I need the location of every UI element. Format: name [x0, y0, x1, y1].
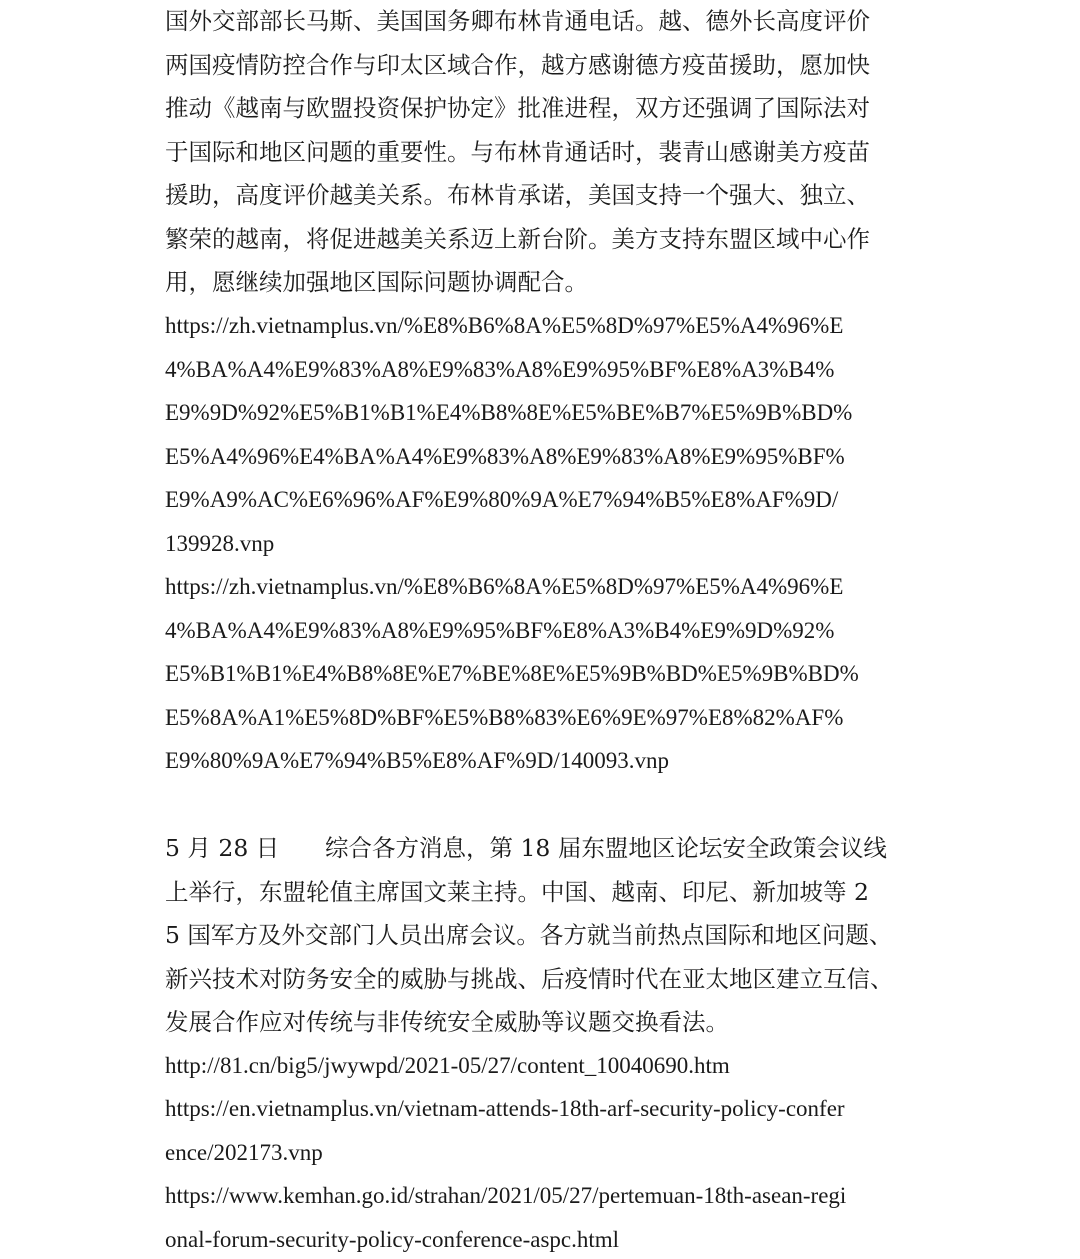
paragraph-line: 援助，高度评价越美关系。布林肯承诺，美国支持一个强大、独立、 [165, 181, 870, 209]
source-url-line: 4%BA%A4%E9%83%A8%E9%95%BF%E8%A3%B4%E9%9D%92% [165, 618, 835, 643]
source-url-line: https://en.vietnamplus.vn/vietnam-attends-18th-arf-security-policy-confer [165, 1096, 845, 1121]
paragraph-line: 推动《越南与欧盟投资保护协定》批准进程，双方还强调了国际法对 [165, 94, 870, 122]
entry-date: 5 月 28 日 [165, 834, 280, 862]
paragraph-line: 用，愿继续加强地区国际问题协调配合。 [165, 268, 588, 296]
source-url-line: https://www.kemhan.go.id/strahan/2021/05/27/pertemuan-18th-asean-regi [165, 1183, 847, 1208]
source-url-line: 139928.vnp [165, 531, 275, 556]
source-url-line: 4%BA%A4%E9%83%A8%E9%83%A8%E9%95%BF%E8%A3%B4% [165, 357, 835, 382]
source-url-line: E5%B1%B1%E4%B8%8E%E7%BE%8E%E5%9B%BD%E5%9B%BD% [165, 661, 859, 686]
paragraph-line: 5 国军方及外交部门人员出席会议。各方就当前热点国际和地区问题、 [165, 921, 893, 949]
paragraph-line: 发展合作应对传统与非传统安全威胁等议题交换看法。 [165, 1008, 729, 1036]
paragraph-line: 两国疫情防控合作与印太区域合作，越方感谢德方疫苗援助，愿加快 [165, 51, 870, 79]
source-url-line: onal-forum-security-policy-conference-aspc.html [165, 1227, 620, 1252]
source-url-line: http://81.cn/big5/jwywpd/2021-05/27/content_10040690.htm [165, 1053, 730, 1078]
source-url-line: https://zh.vietnamplus.vn/%E8%B6%8A%E5%8D%97%E5%A4%96%E [165, 574, 844, 599]
source-url-line: ence/202173.vnp [165, 1140, 323, 1165]
source-url-line: E9%9D%92%E5%B1%B1%E4%B8%8E%E5%BE%B7%E5%9B%BD% [165, 400, 853, 425]
source-url-line: E5%8A%A1%E5%8D%BF%E5%B8%83%E6%9E%97%E8%82%AF% [165, 705, 844, 730]
paragraph-line: 国外交部部长马斯、美国国务卿布林肯通电话。越、德外长高度评价 [165, 7, 870, 35]
source-url-line: https://zh.vietnamplus.vn/%E8%B6%8A%E5%8D%97%E5%A4%96%E [165, 313, 844, 338]
paragraph-line: 上举行，东盟轮值主席国文莱主持。中国、越南、印尼、新加坡等 2 [165, 878, 869, 906]
paragraph-line: 繁荣的越南，将促进越美关系迈上新台阶。美方支持东盟区域中心作 [165, 225, 870, 253]
paragraph-line: 于国际和地区问题的重要性。与布林肯通话时，裴青山感谢美方疫苗 [165, 138, 870, 166]
entry-text: 综合各方消息，第 18 届东盟地区论坛安全政策会议线 [325, 834, 887, 862]
source-url-line: E5%A4%96%E4%BA%A4%E9%83%A8%E9%83%A8%E9%95%BF% [165, 444, 845, 469]
paragraph-line: 新兴技术对防务安全的威胁与挑战、后疫情时代在亚太地区建立互信、 [165, 965, 894, 993]
source-url-line: E9%80%9A%E7%94%B5%E8%AF%9D/140093.vnp [165, 748, 670, 773]
entry-first-line [165, 833, 887, 863]
source-url-line: E9%A9%AC%E6%96%AF%E9%80%9A%E7%94%B5%E8%AF%9D/ [165, 487, 839, 512]
